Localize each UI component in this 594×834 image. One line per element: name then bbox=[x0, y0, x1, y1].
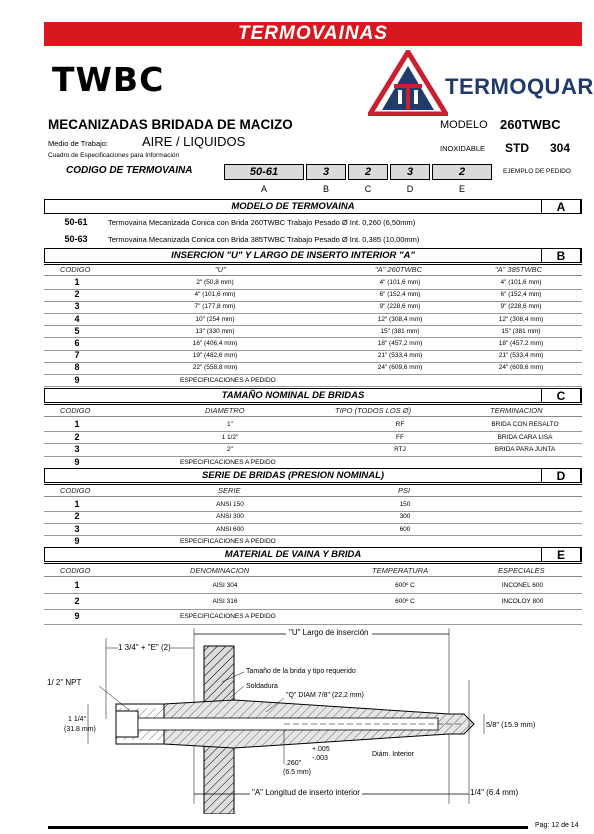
drawing-d260-a: .260" bbox=[285, 760, 302, 767]
b-row-u: 7" (177,8 mm) bbox=[194, 303, 236, 311]
e-row-code: 1 bbox=[74, 580, 80, 590]
b-row-u: 22" (558,8 mm) bbox=[192, 364, 238, 372]
std-value: 304 bbox=[550, 141, 571, 155]
b-row-a260: 21" (533,4 mm) bbox=[377, 352, 423, 360]
b-row-code: 2 bbox=[74, 289, 80, 300]
std-label: STD bbox=[505, 141, 529, 155]
row-divider bbox=[44, 313, 582, 314]
b-row-a260: 15" (381 mm) bbox=[380, 327, 420, 335]
b-row-u: 16" (406,4 mm) bbox=[192, 340, 238, 347]
b-row-code: 9 bbox=[74, 374, 80, 385]
page-title: MECANIZADAS BRIDADA DE MACIZO bbox=[48, 117, 293, 132]
section-c-title: TAMAÑO NOMINAL DE BRIDAS bbox=[221, 390, 365, 401]
e-row-especiales: INCOLOY 800 bbox=[501, 597, 544, 605]
e-row-especificaciones: ESPECIFICACIONES A PEDIDO bbox=[180, 613, 276, 620]
b-col-a385: "A" 385TWBC bbox=[495, 265, 543, 274]
code-letter-d: D bbox=[406, 184, 414, 194]
section-a-title: MODELO DE TERMOVAINA bbox=[231, 201, 355, 212]
row-divider bbox=[44, 301, 582, 302]
c-row-code: 1 bbox=[74, 419, 80, 429]
section-b-letter: B bbox=[541, 248, 581, 263]
e-col-denominacion: DENOMINACION bbox=[190, 566, 250, 575]
b-row-a260: 4" (101,6 mm) bbox=[379, 279, 421, 286]
b-row-code: 7 bbox=[74, 350, 80, 361]
section-c-header bbox=[44, 388, 582, 403]
b-row-a385: 21" (533,4 mm) bbox=[498, 352, 544, 360]
c-col-terminacion: TERMINACION bbox=[490, 406, 543, 415]
code-box-d: 3 bbox=[390, 164, 430, 180]
c-row-especificaciones: ESPECIFICACIONES A PEDIDO bbox=[180, 458, 276, 466]
code-box-c: 2 bbox=[348, 164, 388, 180]
e-col-codigo: CODIGO bbox=[60, 566, 91, 575]
d-row-serie: ANSI 150 bbox=[216, 501, 244, 508]
d-row-psi: 600 bbox=[399, 525, 411, 533]
d-row-code: 9 bbox=[74, 535, 80, 546]
row-divider bbox=[44, 523, 582, 524]
drawing-tol-b: -.003 bbox=[312, 755, 328, 762]
b-col-codigo: CODIGO bbox=[60, 265, 91, 274]
row-divider bbox=[44, 443, 582, 444]
b-row-a385: 15" (381 mm) bbox=[501, 327, 541, 335]
b-row-u: 19" (482,6 mm) bbox=[192, 352, 238, 360]
row-divider bbox=[44, 535, 582, 536]
drawing-u-label: "U" Largo de inserción bbox=[286, 628, 372, 637]
code-letter-e: E bbox=[458, 184, 465, 194]
e-row-denominacion: AISI 304 bbox=[212, 582, 238, 589]
d-row-code: 1 bbox=[74, 499, 80, 509]
modelo-label: MODELO bbox=[440, 119, 488, 131]
e-col-especiales: ESPECIALES bbox=[498, 566, 545, 575]
b-row-a385: 18" (457,2 mm) bbox=[498, 340, 544, 347]
drawing-a-label: "A" Longitud de inserto interior bbox=[252, 788, 360, 797]
section-a-desc-2: Termovaina Mecanizada Conica con Brida 385TWBC Trabajo Pesado Ø Int. 0,385 (10,00mm) bbox=[108, 235, 420, 244]
footer-rule bbox=[48, 826, 528, 829]
row-divider bbox=[44, 511, 582, 512]
d-row-serie: ANSI 600 bbox=[216, 525, 244, 533]
b-row-code: 5 bbox=[74, 325, 80, 336]
section-a-letter: A bbox=[541, 199, 581, 214]
section-b-header bbox=[44, 248, 582, 263]
drawing-d114-b: (31.8 mm) bbox=[64, 726, 96, 733]
medio-label: Medio de Trabajo: bbox=[48, 139, 109, 148]
section-e-header bbox=[44, 547, 582, 562]
medio-value: AIRE / LIQUIDOS bbox=[142, 134, 246, 149]
b-col-u: "U" bbox=[215, 265, 226, 274]
d-row-serie: ANSI 300 bbox=[216, 513, 244, 521]
b-row-a260: 12" (308,4 mm) bbox=[377, 315, 423, 323]
section-c-letter: C bbox=[541, 388, 581, 403]
b-row-code: 6 bbox=[74, 338, 80, 348]
c-row-tipo: RTJ bbox=[394, 446, 406, 453]
drawing-tol-a: +.005 bbox=[312, 746, 330, 753]
d-row-psi: 150 bbox=[399, 501, 411, 508]
b-row-a260: 9" (228,6 mm) bbox=[379, 303, 421, 311]
drawing-d260-b: (6.5 mm) bbox=[283, 769, 311, 776]
b-row-a260: 6" (152,4 mm) bbox=[379, 291, 421, 299]
row-divider bbox=[44, 386, 582, 387]
codigo-label: CODIGO DE TERMOVAINA bbox=[44, 164, 224, 180]
b-row-a385: 9" (228,6 mm) bbox=[500, 303, 542, 311]
row-divider bbox=[44, 325, 582, 326]
section-a-header bbox=[44, 199, 582, 214]
code-box-e: 2 bbox=[432, 164, 492, 180]
b-row-u: 10" (254 mm) bbox=[195, 315, 235, 323]
b-row-a385: 4" (101,6 mm) bbox=[500, 279, 542, 286]
code-letter-a: A bbox=[260, 184, 267, 194]
drawing-d58: 5/8" (15.9 mm) bbox=[486, 720, 536, 729]
section-b-title: INSERCION "U" Y LARGO DE INSERTO INTERIOR "A" bbox=[171, 250, 415, 261]
row-divider bbox=[44, 350, 582, 351]
section-a-code-1: 50-61 bbox=[64, 217, 88, 227]
e-row-temperatura: 600º C bbox=[395, 582, 415, 589]
d-col-serie: SERIE bbox=[218, 486, 241, 495]
section-e-title: MATERIAL DE VAINA Y BRIDA bbox=[224, 549, 362, 560]
termoquar-logo-icon bbox=[368, 50, 448, 116]
row-divider bbox=[44, 289, 582, 290]
b-row-code: 3 bbox=[74, 301, 80, 312]
e-row-denominacion: AISI 316 bbox=[212, 597, 238, 605]
b-row-a385: 12" (308,4 mm) bbox=[498, 315, 544, 323]
c-col-codigo: CODIGO bbox=[60, 406, 91, 415]
c-row-terminacion: BRIDA CON RESALTO bbox=[491, 421, 559, 428]
drawing-diam-int: Diám. Interior bbox=[372, 751, 415, 758]
e-col-temperatura: TEMPERATURA bbox=[372, 566, 429, 575]
ejemplo-label: EJEMPLO DE PEDIDO bbox=[503, 168, 571, 175]
b-row-code: 1 bbox=[74, 277, 80, 287]
d-col-psi: PSI bbox=[398, 486, 411, 495]
c-row-tipo: RF bbox=[395, 421, 405, 428]
drawing-npt: 1/ 2" NPT bbox=[47, 678, 82, 687]
d-col-codigo: CODIGO bbox=[60, 486, 91, 495]
section-a-desc-1: Termovaina Mecanizada Conica con Brida 260TWBC Trabajo Pesado Ø Int. 0,260 (6,50mm) bbox=[108, 218, 416, 227]
b-row-u: 2" (50,8 mm) bbox=[196, 279, 234, 286]
d-row-psi: 300 bbox=[399, 513, 411, 521]
e-row-code: 9 bbox=[74, 611, 80, 621]
product-code: TWBC bbox=[52, 60, 165, 99]
code-box-b: 3 bbox=[306, 164, 346, 180]
b-row-a260: 18" (457,2 mm) bbox=[377, 340, 423, 347]
code-letter-b: B bbox=[322, 184, 329, 194]
modelo-value: 260TWBC bbox=[500, 117, 561, 132]
drawing-q-label: "Q" DIAM 7/8" (22,2 mm) bbox=[286, 692, 364, 699]
section-d-title: SERIE DE BRIDAS (PRESION NOMINAL) bbox=[201, 470, 385, 481]
e-row-code: 2 bbox=[74, 595, 80, 606]
row-divider bbox=[44, 431, 582, 432]
c-row-code: 9 bbox=[74, 456, 80, 467]
cuadro-label: Cuadro de Especificaciones para Información bbox=[48, 152, 180, 159]
page-number: Pag: 12 de 14 bbox=[535, 822, 579, 829]
drawing-dim-e: 1 3/4" + "E" (2) bbox=[118, 643, 171, 652]
b-row-a385: 24" (609,6 mm) bbox=[498, 364, 544, 372]
page-banner: TERMOVAINAS bbox=[44, 22, 582, 46]
drawing-d114-a: 1 1/4" bbox=[68, 716, 87, 723]
e-row-especiales: INCONEL 600 bbox=[501, 582, 544, 589]
brand-name: TERMOQUAR bbox=[445, 74, 594, 99]
row-divider bbox=[44, 593, 582, 594]
d-row-code: 3 bbox=[74, 523, 80, 534]
row-divider bbox=[44, 374, 582, 375]
section-e-letter: E bbox=[541, 547, 581, 562]
c-row-diametro: 1 1/2" bbox=[221, 433, 239, 441]
b-row-especificaciones: ESPECIFICACIONES A PEDIDO bbox=[180, 376, 276, 384]
row-divider bbox=[44, 337, 582, 338]
code-letter-c: C bbox=[364, 184, 372, 194]
b-row-code: 4 bbox=[74, 313, 80, 324]
drawing-brida-label: Tamaño de la brida y tipo requerido bbox=[246, 668, 356, 675]
b-row-u: 13" (330 mm) bbox=[195, 327, 235, 335]
drawing-d14: 1/4" (6.4 mm) bbox=[470, 788, 519, 797]
c-row-diametro: 2" bbox=[227, 446, 233, 453]
c-col-diametro: DIAMETRO bbox=[205, 406, 245, 415]
code-box-a: 50-61 bbox=[224, 164, 304, 180]
inox-label: INOXIDABLE bbox=[440, 144, 486, 153]
b-row-u: 4" (101,6 mm) bbox=[194, 291, 236, 299]
c-col-tipo: TIPO (TODOS LOS Ø) bbox=[335, 406, 412, 415]
b-col-a260: "A" 260TWBC bbox=[375, 265, 423, 274]
section-a-code-2: 50-63 bbox=[64, 234, 88, 244]
e-row-temperatura: 600º C bbox=[395, 597, 415, 605]
drawing-soldadura: Soldadura bbox=[246, 683, 278, 690]
b-row-a260: 24" (609,6 mm) bbox=[377, 364, 423, 372]
c-row-code: 3 bbox=[74, 444, 80, 454]
c-row-code: 2 bbox=[74, 431, 80, 442]
thermowell-drawing bbox=[44, 624, 582, 814]
c-row-terminacion: BRIDA CARA LISA bbox=[497, 433, 553, 441]
c-row-tipo: FF bbox=[396, 433, 404, 441]
section-d-letter: D bbox=[541, 468, 581, 483]
row-divider bbox=[44, 609, 582, 610]
row-divider bbox=[44, 456, 582, 457]
d-row-code: 2 bbox=[74, 511, 80, 522]
c-row-terminacion: BRIDA PARA JUNTA bbox=[494, 446, 556, 453]
c-row-diametro: 1" bbox=[227, 421, 233, 428]
section-d-header bbox=[44, 468, 582, 483]
b-row-code: 8 bbox=[74, 362, 80, 373]
d-row-especificaciones: ESPECIFICACIONES A PEDIDO bbox=[180, 537, 276, 545]
row-divider bbox=[44, 362, 582, 363]
b-row-a385: 6" (152,4 mm) bbox=[500, 291, 542, 299]
